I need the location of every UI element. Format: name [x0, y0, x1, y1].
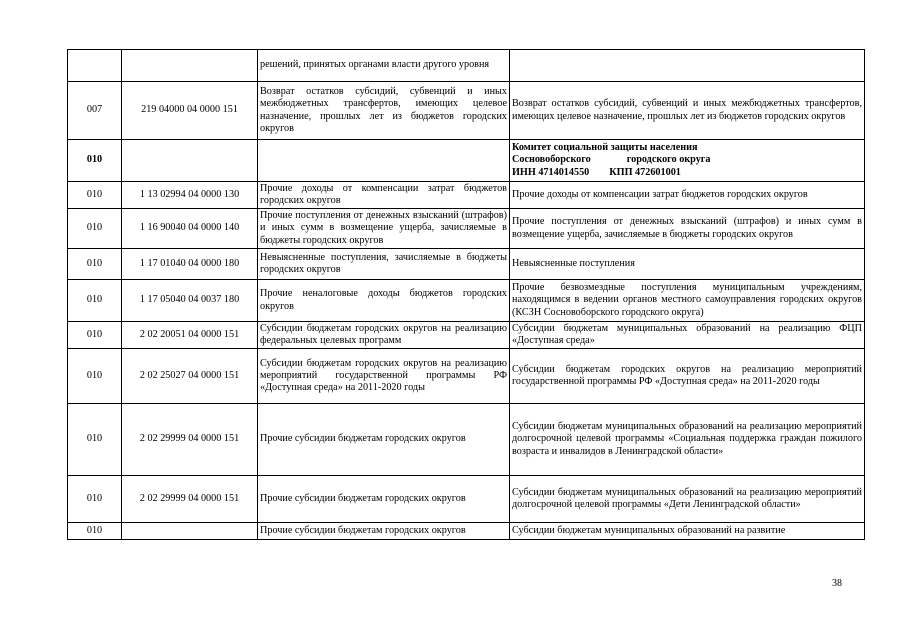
admin-code-cell: 010 [68, 476, 122, 523]
revenue-description-cell: Прочие безвозмездные поступления муниципальным учреждениям, находящимся в ведении органов местного самоуправления городских округов (КСЗН Сосновоборского городского округа) [510, 280, 865, 322]
revenue-name-cell: Прочие субсидии бюджетам городских округов [258, 476, 510, 523]
committee-header-cell [510, 140, 865, 182]
revenue-description-cell: Субсидии бюджетам муниципальных образований на реализацию ФЦП «Доступная среда» [510, 322, 865, 349]
admin-code-cell: 010 [68, 523, 122, 540]
revenue-name-cell: Прочие субсидии бюджетам городских округов [258, 404, 510, 476]
page-number: 38 [832, 578, 842, 589]
table-row [68, 140, 865, 182]
table-row [68, 349, 865, 404]
revenue-description-cell: Прочие доходы от компенсации затрат бюджетов городских округов [510, 182, 865, 209]
table-row [68, 209, 865, 249]
table-row [68, 523, 865, 540]
table-row [68, 404, 865, 476]
revenue-description-cell: Невыясненные поступления [510, 249, 865, 280]
revenue-description-cell: Возврат остатков субсидий, субвенций и иных межбюджетных трансфертов, имеющих целевое назначение, прошлых лет из бюджетов городских округов [510, 82, 865, 140]
revenue-name-cell [258, 140, 510, 182]
admin-code-cell: 010 [68, 249, 122, 280]
committee-kpp: КПП 472601001 [609, 166, 681, 178]
admin-code-cell: 010 [68, 209, 122, 249]
table-row [68, 280, 865, 322]
admin-code-cell: 010 [68, 349, 122, 404]
revenue-name-cell: Прочие субсидии бюджетам городских округов [258, 523, 510, 540]
committee-district: Сосновоборского городского округа [512, 154, 711, 166]
revenue-name-cell: Прочие поступления от денежных взысканий (штрафов) и иных сумм в возмещение ущерба, зачисляемые в бюджеты городских округов [258, 209, 510, 249]
kbk-code-cell: 1 17 05040 04 0037 180 [122, 280, 258, 322]
table-row [68, 50, 865, 82]
revenue-description-cell: Субсидии бюджетам городских округов на реализацию мероприятий государственной программы РФ «Доступная среда» на 2011-2020 годы [510, 349, 865, 404]
kbk-code-cell: 2 02 25027 04 0000 151 [122, 349, 258, 404]
admin-code-cell: 010 [68, 182, 122, 209]
revenue-description-cell: Субсидии бюджетам муниципальных образований на развитие [510, 523, 865, 540]
admin-code-cell: 010 [68, 404, 122, 476]
kbk-code-cell: 2 02 29999 04 0000 151 [122, 476, 258, 523]
committee-requisites [512, 167, 862, 179]
kbk-code-cell: 1 13 02994 04 0000 130 [122, 182, 258, 209]
revenue-description-cell: Субсидии бюджетам муниципальных образований на реализацию мероприятий долгосрочной целевой программы «Социальная поддержка граждан пожилого возраста и инвалидов в Ленинградской области» [510, 404, 865, 476]
kbk-code-cell: 2 02 20051 04 0000 151 [122, 322, 258, 349]
table-row [68, 322, 865, 349]
admin-code-cell: 007 [68, 82, 122, 140]
committee-name: Комитет социальной защиты населения [512, 142, 698, 154]
table-row [68, 82, 865, 140]
kbk-code-cell [122, 523, 258, 540]
revenue-name-cell: Субсидии бюджетам городских округов на реализацию федеральных целевых программ [258, 322, 510, 349]
admin-code-cell [68, 50, 122, 82]
kbk-code-cell: 2 02 29999 04 0000 151 [122, 404, 258, 476]
admin-code-cell: 010 [68, 280, 122, 322]
revenue-name-cell: Возврат остатков субсидий, субвенций и иных межбюджетных трансфертов, имеющих целевое назначение, прошлых лет из бюджетов городских округов [258, 82, 510, 140]
table-row [68, 182, 865, 209]
revenue-description-cell: Субсидии бюджетам муниципальных образований на реализацию мероприятий долгосрочной целевой программы «Дети Ленинградской области» [510, 476, 865, 523]
revenue-name-cell: Прочие неналоговые доходы бюджетов городских округов [258, 280, 510, 322]
kbk-code-cell: 1 16 90040 04 0000 140 [122, 209, 258, 249]
revenue-name-cell: Невыясненные поступления, зачисляемые в бюджеты городских округов [258, 249, 510, 280]
kbk-code-cell: 219 04000 04 0000 151 [122, 82, 258, 140]
kbk-code-cell [122, 140, 258, 182]
kbk-code-cell: 1 17 01040 04 0000 180 [122, 249, 258, 280]
admin-code-cell: 010 [68, 322, 122, 349]
revenue-name-cell: решений, принятых органами власти другого уровня [258, 50, 510, 82]
admin-code-cell: 010 [68, 140, 122, 182]
committee-inn: ИНН 4714014550 [512, 166, 590, 178]
table-row [68, 249, 865, 280]
revenue-name-cell: Прочие доходы от компенсации затрат бюджетов городских округов [258, 182, 510, 209]
kbk-code-cell [122, 50, 258, 82]
revenue-description-cell: Прочие поступления от денежных взысканий (штрафов) и иных сумм в возмещение ущерба, зачисляемые в бюджеты городских округов [510, 209, 865, 249]
revenue-name-cell: Субсидии бюджетам городских округов на реализацию мероприятий государственной программы РФ «Доступная среда» на 2011-2020 годы [258, 349, 510, 404]
revenue-codes-table [67, 49, 865, 540]
table-row [68, 476, 865, 523]
revenue-description-cell [510, 50, 865, 82]
